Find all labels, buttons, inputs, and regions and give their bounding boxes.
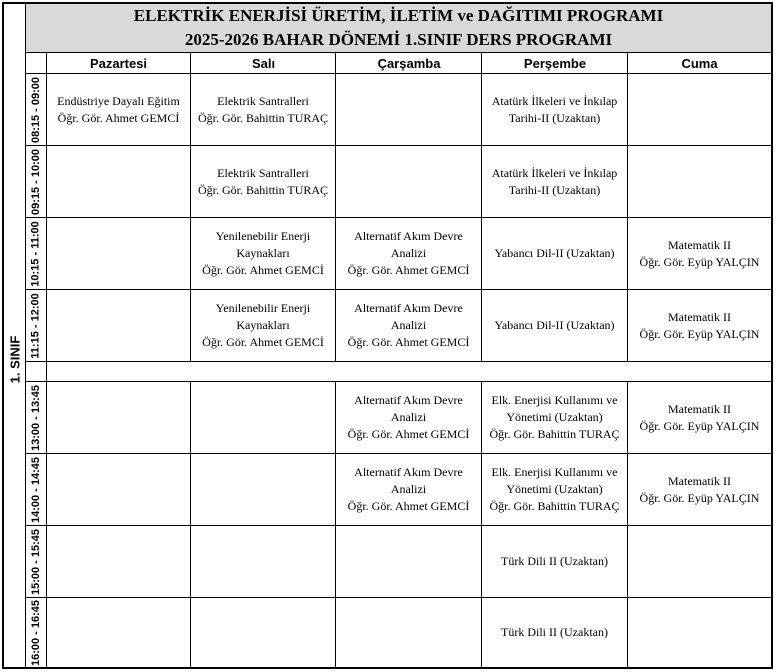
time-slot-label: 10:15 - 11:00 — [30, 220, 42, 287]
time-slot-4 — [26, 290, 46, 361]
course-line: Yabancı Dil-II (Uzaktan) — [494, 246, 615, 260]
schedule-cell — [191, 74, 335, 145]
time-slot-1 — [26, 74, 46, 145]
course-line: Alternatif Akım Devre — [354, 301, 463, 315]
schedule-cell — [191, 382, 335, 453]
course-line: Atatürk İlkeleri ve İnkılap — [491, 93, 618, 108]
schedule-cell — [482, 74, 627, 145]
schedule-cell — [191, 146, 335, 217]
course-line: Yönetimi (Uzaktan) — [506, 482, 603, 496]
course-line: Öğr. Gör. Eyüp YALÇIN — [639, 490, 760, 505]
schedule-cell — [628, 526, 771, 597]
day-header-tuesday: Salı — [251, 55, 276, 71]
day-header-friday: Cuma — [681, 55, 718, 71]
day-header-thursday: Perşembe — [523, 55, 587, 71]
course-line: Türk Dili II (Uzaktan) — [501, 554, 608, 568]
schedule-cell — [482, 382, 627, 453]
time-slot-label: 08:15 - 09:00 — [30, 76, 43, 143]
day-header-monday: Pazartesi — [89, 55, 148, 71]
time-slot-3 — [26, 218, 46, 289]
course-line: Elektrik Santralleri — [217, 93, 309, 108]
course-line: Öğr. Gör. Eyüp YALÇIN — [639, 254, 760, 269]
course-line: Matematik II — [668, 401, 731, 416]
schedule-cell — [47, 454, 190, 525]
schedule-cell — [191, 598, 335, 667]
schedule-cell — [482, 454, 627, 525]
course-line: Tarihi-II (Uzaktan) — [508, 182, 601, 197]
schedule-cell — [47, 146, 190, 217]
time-slot-label: 11:15 - 12:00 — [30, 292, 42, 359]
course-line: Öğr. Gör. Ahmet GEMCİ — [57, 110, 180, 125]
schedule-cell — [336, 290, 481, 361]
time-slot-8 — [26, 598, 46, 667]
course-line: Tarihi-II (Uzaktan) — [508, 110, 601, 125]
schedule-cell — [336, 218, 481, 289]
course-line: Öğr. Gör. Bahittin TURAÇ — [489, 427, 620, 441]
course-line: Türk Dili II (Uzaktan) — [501, 625, 608, 639]
schedule-cell — [336, 74, 481, 145]
course-line: Atatürk İlkeleri ve İnkılap — [491, 165, 618, 180]
time-slot-6 — [26, 454, 46, 525]
time-slot-label: 13:00 - 13:45 — [30, 384, 43, 451]
course-line: Öğr. Gör. Ahmet GEMCİ — [347, 499, 470, 513]
course-line: Öğr. Gör. Bahittin TURAÇ — [197, 110, 329, 125]
schedule-cell — [336, 454, 481, 525]
course-line: Kaynakları — [236, 318, 290, 332]
course-line: Elektrik Santralleri — [217, 165, 309, 180]
course-line: Öğr. Gör. Bahittin TURAÇ — [197, 182, 329, 197]
course-line: Analizi — [390, 318, 427, 332]
course-line: Öğr. Gör. Ahmet GEMCİ — [347, 263, 470, 277]
title-line-2: 2025-2026 BAHAR DÖNEMİ 1.SINIF DERS PROGRAMI — [184, 30, 613, 49]
time-slot-label: 16:00 - 16:45 — [30, 599, 43, 666]
course-line: Öğr. Gör. Bahittin TURAÇ — [489, 499, 620, 513]
schedule-cell — [191, 218, 335, 289]
course-line: Yönetimi (Uzaktan) — [506, 410, 603, 424]
schedule-cell — [47, 598, 190, 667]
schedule-title — [26, 4, 771, 53]
schedule-cell — [628, 74, 771, 145]
schedule-cell — [628, 454, 771, 525]
course-line: Elk. Enerjisi Kullanımı ve — [491, 393, 618, 407]
time-slot-label: 15:00 - 15:45 — [30, 528, 43, 595]
course-line: Öğr. Gör. Ahmet GEMCİ — [202, 263, 324, 277]
schedule-cell — [628, 382, 771, 453]
course-line: Endüstriye Dayalı Eğitim — [57, 93, 180, 108]
course-line: Analizi — [390, 246, 427, 260]
course-line: Matematik II — [668, 309, 731, 324]
course-line: Kaynakları — [236, 246, 290, 260]
time-slot-label: 09:15 - 10:00 — [30, 148, 43, 215]
schedule-cell — [336, 146, 481, 217]
class-label — [4, 52, 25, 667]
time-slot-5 — [26, 382, 46, 453]
schedule-cell — [482, 290, 627, 361]
time-slot-7 — [26, 526, 46, 597]
course-line: Öğr. Gör. Ahmet GEMCİ — [347, 427, 470, 441]
course-line: Yenilenebilir Enerji — [215, 301, 311, 315]
schedule-cell — [47, 526, 190, 597]
schedule-cell — [47, 218, 190, 289]
course-line: Öğr. Gör. Ahmet GEMCİ — [347, 335, 470, 349]
schedule-cell — [336, 526, 481, 597]
schedule-cell — [628, 218, 771, 289]
schedule-cell — [336, 382, 481, 453]
course-line: Analizi — [390, 482, 427, 496]
schedule-cell — [47, 290, 190, 361]
schedule-cell — [482, 146, 627, 217]
course-line: Yenilenebilir Enerji — [215, 229, 311, 243]
schedule-cell — [482, 218, 627, 289]
time-slot-2 — [26, 146, 46, 217]
course-line: Öğr. Gör. Eyüp YALÇIN — [639, 418, 760, 433]
course-line: Analizi — [390, 410, 427, 424]
schedule-cell — [482, 526, 627, 597]
course-line: Öğr. Gör. Ahmet GEMCİ — [202, 335, 324, 349]
course-line: Alternatif Akım Devre — [354, 229, 463, 243]
schedule-cell — [628, 146, 771, 217]
day-header-wednesday: Çarşamba — [377, 55, 441, 71]
schedule-cell — [628, 598, 771, 667]
schedule-cell — [191, 454, 335, 525]
course-line: Matematik II — [668, 237, 731, 252]
schedule-cell — [191, 526, 335, 597]
course-line: Yabancı Dil-II (Uzaktan) — [494, 318, 615, 332]
course-line: Alternatif Akım Devre — [354, 393, 463, 407]
time-slot-label: 14:00 - 14:45 — [30, 456, 43, 523]
schedule-cell — [191, 290, 335, 361]
course-line: Elk. Enerjisi Kullanımı ve — [491, 465, 618, 479]
course-line: Matematik II — [668, 473, 731, 488]
class-label-text: 1. SINIF — [7, 335, 22, 384]
schedule-cell — [482, 598, 627, 667]
title-line-1: ELEKTRİK ENERJİSİ ÜRETİM, İLETİM ve DAĞITIMI PROGRAMI — [133, 6, 664, 25]
schedule-cell — [336, 598, 481, 667]
schedule-cell — [47, 382, 190, 453]
schedule-cell — [47, 74, 190, 145]
course-line: Öğr. Gör. Eyüp YALÇIN — [639, 326, 760, 341]
schedule-cell — [628, 290, 771, 361]
course-line: Alternatif Akım Devre — [354, 465, 463, 479]
